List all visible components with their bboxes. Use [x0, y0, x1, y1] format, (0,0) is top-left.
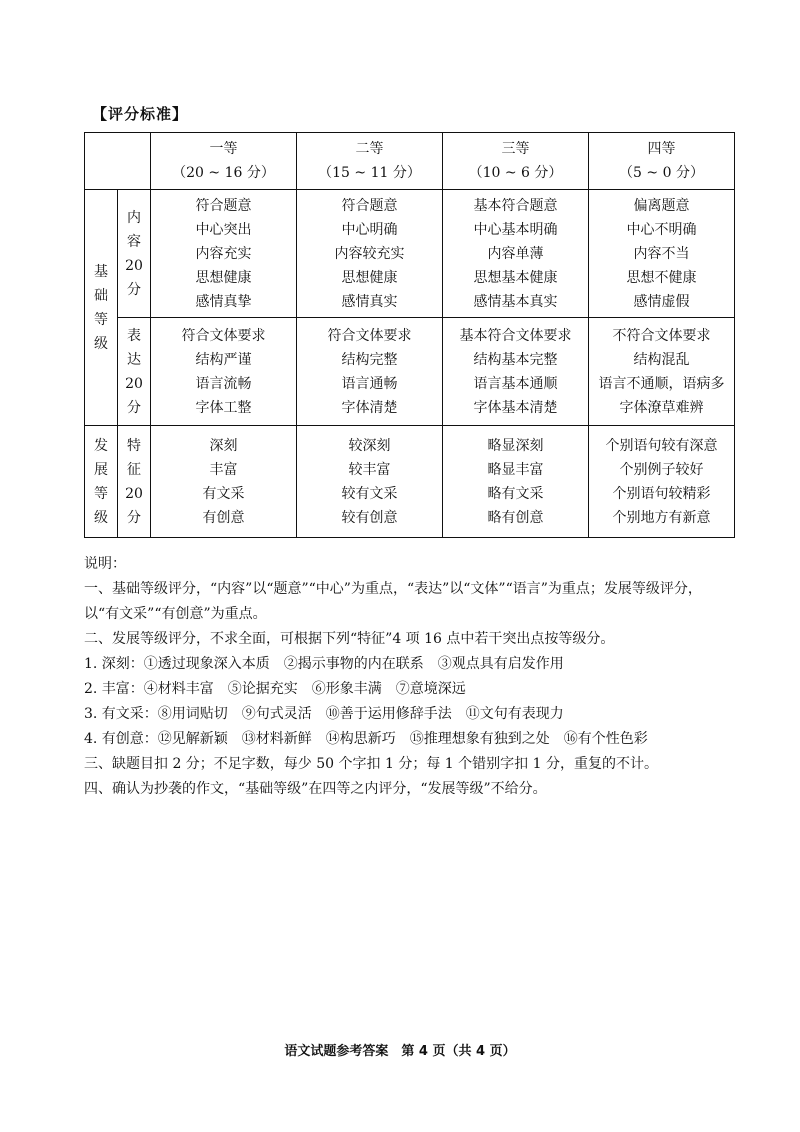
- note-line: 4. 有创意：⑫见解新颖 ⑬材料新鲜 ⑭构思新巧 ⑮推理想象有独到之处 ⑯有个性色彩: [84, 731, 648, 747]
- development-level-label: 发 展 等 级: [85, 426, 118, 538]
- table-row-content: [85, 190, 735, 318]
- note-line: 2. 丰富：④材料丰富 ⑤论据充实 ⑥形象丰满 ⑦意境深远: [84, 681, 466, 697]
- note-line: 一、基础等级评分，“内容”以“题意”“中心”为重点，“表达”以“文体”“语言”为重点；发展等级评分，: [84, 581, 702, 597]
- row-label-expression: 表 达 20 分: [118, 318, 151, 426]
- content-grade-2: 符合题意 中心明确 内容较充实 思想健康 感情真实: [297, 190, 443, 318]
- note-line: 1. 深刻：①透过现象深入本质 ②揭示事物的内在联系 ③观点具有启发作用: [84, 656, 564, 672]
- note-line: 四、确认为抄袭的作文，“基础等级”在四等之内评分，“发展等级”不给分。: [84, 781, 547, 797]
- section-heading: 【评分标准】: [92, 105, 189, 123]
- note-line: 以“有文采”“有创意”为重点。: [84, 606, 267, 622]
- content-grade-3: 基本符合题意 中心基本明确 内容单薄 思想基本健康 感情基本真实: [443, 190, 589, 318]
- basic-level-label: 基 础 等 级: [85, 190, 118, 426]
- table-row-features: [85, 426, 735, 538]
- expression-grade-3: 基本符合文体要求 结构基本完整 语言基本通顺 字体基本清楚: [443, 318, 589, 426]
- features-grade-3: 略显深刻 略显丰富 略有文采 略有创意: [443, 426, 589, 538]
- note-line: 三、缺题目扣 2 分；不足字数，每少 50 个字扣 1 分；每 1 个错别字扣 1 分，重复的不计。: [84, 756, 658, 772]
- row-label-content: 内 容 20 分: [118, 190, 151, 318]
- corner-cell: [85, 133, 151, 190]
- expression-grade-4: 不符合文体要求 结构混乱 语言不通顺，语病多 字体潦草难辨: [589, 318, 735, 426]
- table-row-expression: [85, 318, 735, 426]
- expression-grade-2: 符合文体要求 结构完整 语言通畅 字体清楚: [297, 318, 443, 426]
- scoring-table: [84, 132, 735, 538]
- note-line: 二、发展等级评分，不求全面，可根据下列“特征”4 项 16 点中若干突出点按等级分。: [84, 631, 615, 647]
- notes-section: [84, 552, 764, 802]
- row-label-features: 特 征 20 分: [118, 426, 151, 538]
- table-header-row: [85, 133, 735, 190]
- grade-header-2: 二等 （15 ~ 11 分）: [297, 133, 443, 190]
- grade-header-4: 四等 （5 ~ 0 分）: [589, 133, 735, 190]
- page-footer: 语文试题参考答案 第 4 页（共 4 页）: [284, 1044, 516, 1059]
- grade-header-1: 一等 （20 ~ 16 分）: [151, 133, 297, 190]
- note-line: 3. 有文采：⑧用词贴切 ⑨句式灵活 ⑩善于运用修辞手法 ⑪文句有表现力: [84, 706, 564, 722]
- notes-title: 说明：: [84, 556, 126, 572]
- features-grade-4: 个别语句较有深意 个别例子较好 个别语句较精彩 个别地方有新意: [589, 426, 735, 538]
- grade-header-3: 三等 （10 ~ 6 分）: [443, 133, 589, 190]
- features-grade-2: 较深刻 较丰富 较有文采 较有创意: [297, 426, 443, 538]
- expression-grade-1: 符合文体要求 结构严谨 语言流畅 字体工整: [151, 318, 297, 426]
- features-grade-1: 深刻 丰富 有文采 有创意: [151, 426, 297, 538]
- content-grade-1: 符合题意 中心突出 内容充实 思想健康 感情真挚: [151, 190, 297, 318]
- content-grade-4: 偏离题意 中心不明确 内容不当 思想不健康 感情虚假: [589, 190, 735, 318]
